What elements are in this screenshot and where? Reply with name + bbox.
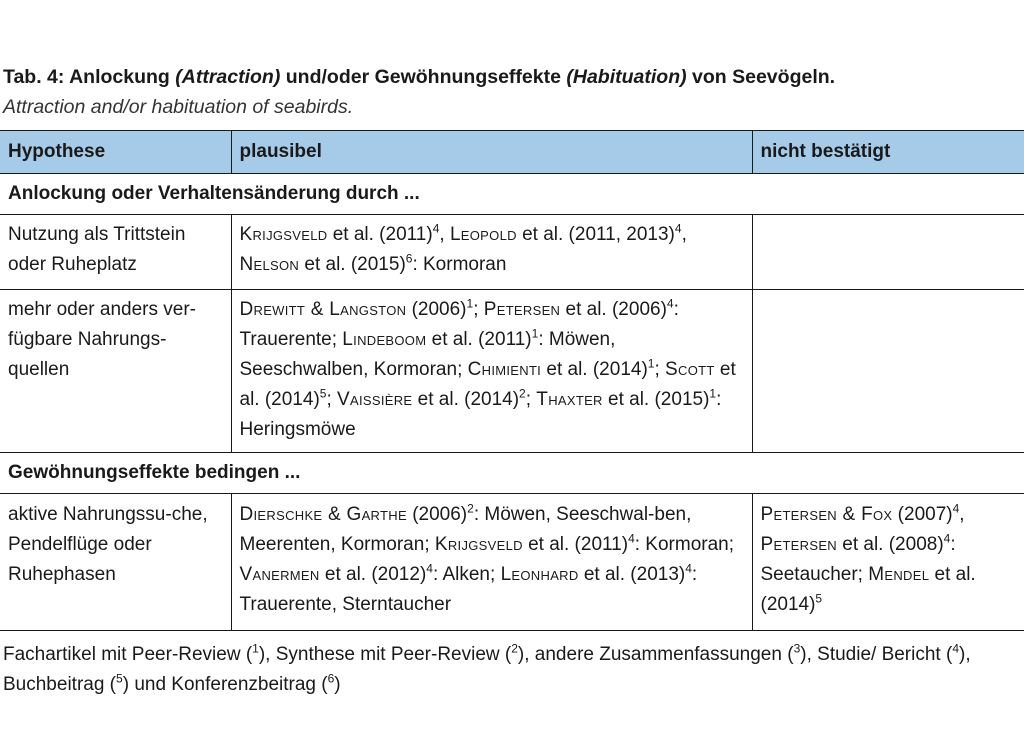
caption-habituation: (Habituation): [566, 66, 687, 88]
citation-author: Krijgsveld: [239, 224, 328, 245]
footnote-marker: 4: [426, 561, 433, 576]
citation-suffix: : Trauerente, Sterntaucher: [239, 564, 698, 615]
citation-text: (2006): [406, 504, 468, 525]
citation-author: Petersen & Fox: [760, 504, 893, 525]
citation-text: et al. (2006): [560, 299, 667, 320]
footnote-marker: 4: [685, 561, 692, 576]
caption-prefix: Tab. 4: Anlockung: [3, 66, 176, 88]
citation-suffix: ,: [681, 224, 687, 245]
citation-text: Synthese mit Peer-Review (: [275, 644, 512, 665]
citation-text: andere Zusammenfassungen (: [534, 644, 794, 665]
citation-author: Nelson: [239, 254, 300, 275]
footnote-marker: 4: [952, 641, 959, 656]
citation-author: Lindeboom: [342, 329, 427, 350]
plausible-cell: [231, 494, 752, 631]
citation-text: und Konferenzbeitrag (: [134, 674, 328, 695]
header-not-confirmed: nicht bestätigt: [752, 131, 1024, 174]
citation-author: Dierschke & Garthe: [239, 504, 407, 525]
table-header-row: [0, 131, 1024, 174]
citation-author: Petersen: [760, 534, 837, 555]
hypothesis-table: [0, 130, 1024, 631]
footnote-marker: 6: [327, 671, 335, 686]
not-confirmed-cell: [752, 215, 1024, 290]
citation-suffix: : Möwen, Seeschwalben, Kormoran;: [239, 329, 616, 380]
citation-suffix: ;: [525, 389, 537, 410]
footnote-marker: 3: [793, 641, 801, 656]
footnote-marker: 4: [674, 221, 682, 236]
table-row: [0, 494, 1024, 631]
footnote-marker: 5: [116, 671, 123, 686]
citation-text: et al. (2013): [578, 564, 686, 585]
citation-author: Petersen: [483, 299, 561, 320]
footnote-marker: 1: [466, 296, 474, 311]
section-title: Anlockung oder Verhaltensänderung durch ...: [0, 174, 1024, 215]
citation-author: Thaxter: [536, 389, 603, 410]
not-confirmed-cell: [752, 290, 1024, 453]
footnote-marker: 4: [952, 501, 960, 516]
citation-suffix: ,: [439, 224, 450, 245]
header-hypothesis: Hypothese: [0, 131, 231, 174]
citation-suffix: : Alken;: [432, 564, 501, 585]
section-row: [0, 174, 1024, 215]
footnote-marker: 4: [628, 531, 635, 546]
citation-text: et al. (2011): [327, 224, 433, 245]
caption-attraction: (Attraction): [175, 66, 281, 88]
citation-text: et al. (2011, 2013): [516, 224, 675, 245]
citation-text: et al. (2014): [541, 359, 648, 380]
citation-text: et al. (2012): [319, 564, 427, 585]
citation-text: (2007): [892, 504, 953, 525]
footnote-marker: 2: [519, 386, 526, 401]
citation-author: Krijgsveld: [434, 534, 523, 555]
citation-suffix: : Seetaucher;: [760, 534, 956, 585]
citation-text: et al. (2008): [836, 534, 944, 555]
footnote-marker: 5: [319, 386, 327, 401]
footnote-marker: 2: [467, 501, 474, 516]
footnote-marker: 6: [405, 251, 413, 266]
citation-text: Fachartikel mit Peer-Review (: [3, 644, 253, 665]
citation-author: Vanermen: [239, 564, 320, 585]
citation-text: et al. (2015): [602, 389, 710, 410]
citation-suffix: : Trauerente;: [239, 299, 679, 350]
citation-text: Studie/ Bericht (: [817, 644, 953, 665]
table-row: [0, 290, 1024, 453]
citation-suffix: ),: [800, 644, 818, 665]
section-title: Gewöhnungseffekte bedingen ...: [0, 453, 1024, 494]
hypothesis-cell: mehr oder anders ver-fügbare Nahrungs-quellen: [0, 290, 231, 453]
section-row: [0, 453, 1024, 494]
citation-text: et al. (2014): [412, 389, 520, 410]
citation-suffix: ,: [959, 504, 965, 525]
citation-suffix: ;: [473, 299, 484, 320]
footnote: [3, 640, 1013, 700]
plausible-cell: [231, 215, 752, 290]
citation-suffix: : Kormoran;: [634, 534, 735, 555]
caption-suffix: von Seevögeln.: [686, 66, 836, 88]
header-plausible: plausibel: [231, 131, 752, 174]
footnote-marker: 1: [252, 641, 259, 656]
citation-text: Buchbeitrag (: [3, 674, 117, 695]
citation-text: et al. (2011): [426, 329, 532, 350]
citation-suffix: ;: [326, 389, 338, 410]
caption-subtitle: Attraction and/or habituation of seabirds.: [3, 96, 354, 118]
citation-author: Leonhard: [500, 564, 579, 585]
citation-author: Drewitt & Langston: [239, 299, 407, 320]
hypothesis-cell: Nutzung als Trittstein oder Ruheplatz: [0, 215, 231, 290]
citation-suffix: ): [122, 674, 135, 695]
footnote-marker: 5: [815, 591, 823, 606]
footnote-marker: 1: [531, 326, 539, 341]
citation-suffix: ): [334, 674, 341, 695]
citation-suffix: : Kormoran: [412, 254, 507, 275]
citation-text: et al. (2014): [760, 564, 976, 615]
citation-suffix: ;: [654, 359, 666, 380]
plausible-cell: [231, 290, 752, 453]
footnote-marker: 1: [647, 356, 655, 371]
citation-author: Leopold: [449, 224, 517, 245]
table-row: [0, 215, 1024, 290]
citation-text: et al. (2014): [239, 359, 736, 410]
citation-text: (2006): [406, 299, 467, 320]
citation-suffix: ),: [258, 644, 276, 665]
citation-author: Chimienti: [467, 359, 542, 380]
not-confirmed-cell: [752, 494, 1024, 631]
citation-text: et al. (2011): [522, 534, 629, 555]
footnote-marker: 1: [709, 386, 717, 401]
hypothesis-cell: aktive Nahrungssu-che, Pendelflüge oder Ruhephasen: [0, 494, 231, 631]
citation-author: Scott: [665, 359, 715, 380]
citation-suffix: : Heringsmöwe: [239, 389, 722, 440]
citation-text: et al. (2015): [299, 254, 406, 275]
citation-suffix: ),: [517, 644, 535, 665]
table-caption: [3, 66, 835, 89]
citation-author: Vaissière: [337, 389, 413, 410]
caption-middle: und/oder Gewöhnungseffekte: [280, 66, 567, 88]
footnote-marker: 2: [511, 641, 518, 656]
footnote-marker: 4: [666, 296, 674, 311]
footnote-marker: 4: [432, 221, 440, 236]
citation-suffix: : Möwen, Seeschwal-ben, Meerenten, Kormoran;: [239, 504, 692, 555]
footnote-marker: 4: [943, 531, 951, 546]
citation-suffix: ),: [959, 644, 971, 665]
citation-author: Mendel: [868, 564, 930, 585]
